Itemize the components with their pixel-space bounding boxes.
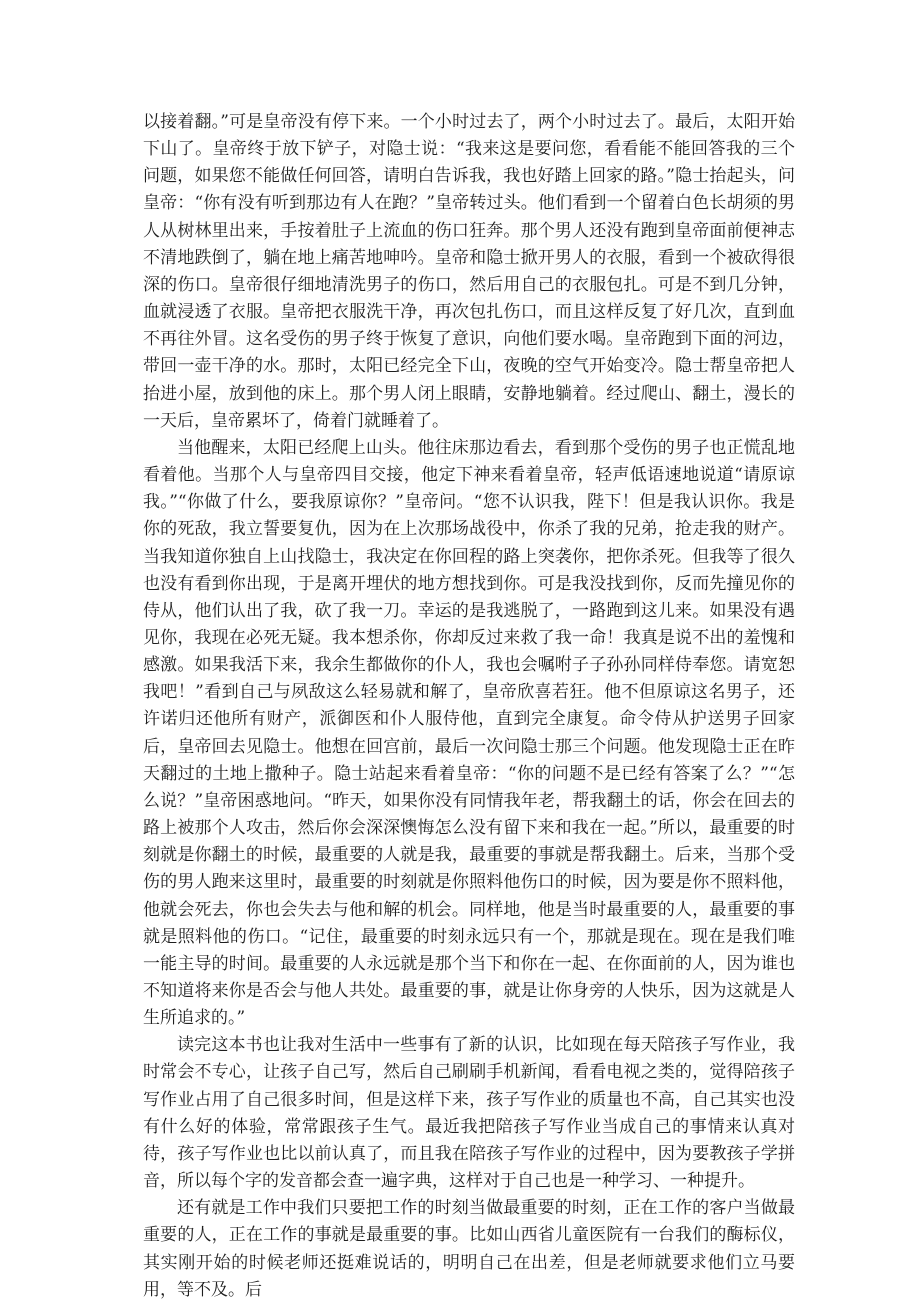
body-text — [143, 109, 795, 1304]
paragraph-1: 以接着翻。”可是皇帝没有停下来。一个小时过去了，两个小时过去了。最后，太阳开始下山了。皇帝终于放下铲子，对隐士说：“我来这是要问您，看看能不能回答我的三个问题，如果您不能做任何回答，请明白告诉我，我也好踏上回家的路。”隐士抬起头，问皇帝：“你有没有听到那边有人在跑？”皇帝转过头。他们看到一个留着白色长胡须的男人从树林里出来，手按着肚子上流血的伤口狂奔。那个男人还没有跑到皇帝面前便神志不清地跌倒了，躺在地上痛苦地呻吟。皇帝和隐士掀开男人的衣服，看到一个被砍得很深的伤口。皇帝很仔细地清洗男子的伤口，然后用自己的衣服包扎。可是不到几分钟，血就浸透了衣服。皇帝把衣服洗干净，再次包扎伤口，而且这样反复了好几次，直到血不再往外冒。这名受伤的男子终于恢复了意识，向他们要水喝。皇帝跑到下面的河边，带回一壶干净的水。那时，太阳已经完全下山，夜晚的空气开始变冷。隐士帮皇帝把人抬进小屋，放到他的床上。那个男人闭上眼睛，安静地躺着。经过爬山、翻土，漫长的一天后，皇帝累坏了，倚着门就睡着了。 — [143, 112, 795, 431]
paragraph-3: 读完这本书也让我对生活中一些事有了新的认识，比如现在每天陪孩子写作业，我时常会不专心，让孩子自己写，然后自己刷刷手机新闻，看看电视之类的，觉得陪孩子写作业占用了自己很多时间，但是这样下来，孩子写作业的质量也不高，自己其实也没有什么好的体验，常常跟孩子生气。最近我把陪孩子写作业当成自己的事情来认真对待，孩子写作业也比以前认真了，而且我在陪孩子写作业的过程中，因为要教孩子学拼音，所以每个字的发音都会查一遍字典，这样对于自己也是一种学习、一种提升。 — [143, 1035, 795, 1192]
paragraph-4: 还有就是工作中我们只要把工作的时刻当做最重要的时刻，正在工作的客户当做最重要的人，正在工作的事就是最重要的事。比如山西省儿童医院有一台我们的酶标仪，其实刚开始的时候老师还挺难说话的，明明自己在出差，但是老师就要求他们立马要用，等不及。后 — [143, 1198, 795, 1300]
paragraph-2: 当他醒来，太阳已经爬上山头。他往床那边看去，看到那个受伤的男子也正慌乱地看着他。当那个人与皇帝四目交接，他定下神来看着皇帝，轻声低语速地说道“请原谅我。”“你做了什么，要我原谅你？”皇帝问。“您不认识我，陛下！但是我认识你。我是你的死敌，我立誓要复仇，因为在上次那场战役中，你杀了我的兄弟，抢走我的财产。当我知道你独自上山找隐士，我决定在你回程的路上突袭你，把你杀死。但我等了很久也没有看到你出现，于是离开埋伏的地方想找到你。可是我没找到你，反而先撞见你的侍从，他们认出了我，砍了我一刀。幸运的是我逃脱了，一路跑到这儿来。如果没有遇见你，我现在必死无疑。我本想杀你，你却反过来救了我一命！我真是说不出的羞愧和感激。如果我活下来，我余生都做你的仆人，我也会嘱咐子子孙孙同样侍奉您。请宽恕我吧！”看到自己与夙敌这么轻易就和解了，皇帝欣喜若狂。他不但原谅这名男子，还许诺归还他所有财产，派御医和仆人服侍他，直到完全康复。命令侍从护送男子回家后，皇帝回去见隐士。他想在回宫前，最后一次问隐士那三个问题。他发现隐士正在昨天翻过的土地上撒种子。隐士站起来看着皇帝：“你的问题不是已经有答案了么？”“怎么说？”皇帝困惑地问。“昨天，如果你没有同情我年老，帮我翻土的话，你会在回去的路上被那个人攻击，然后你会深深懊悔怎么没有留下来和我在一起。”所以，最重要的时刻就是你翻土的时候，最重要的人就是我，最重要的事就是帮我翻土。后来，当那个受伤的男人跑来这里时，最重要的时刻就是你照料他伤口的时候，因为要是你不照料他，他就会死去，你也会失去与他和解的机会。同样地，他是当时最重要的人，最重要的事就是照料他的伤口。“记住，最重要的时刻永远只有一个，那就是现在。现在是我们唯一能主导的时间。最重要的人永远就是那个当下和你在一起、在你面前的人，因为谁也不知道将来你是否会与他人共处。最重要的事，就是让你身旁的人快乐，因为这就是人生所追求的。” — [143, 437, 795, 1029]
